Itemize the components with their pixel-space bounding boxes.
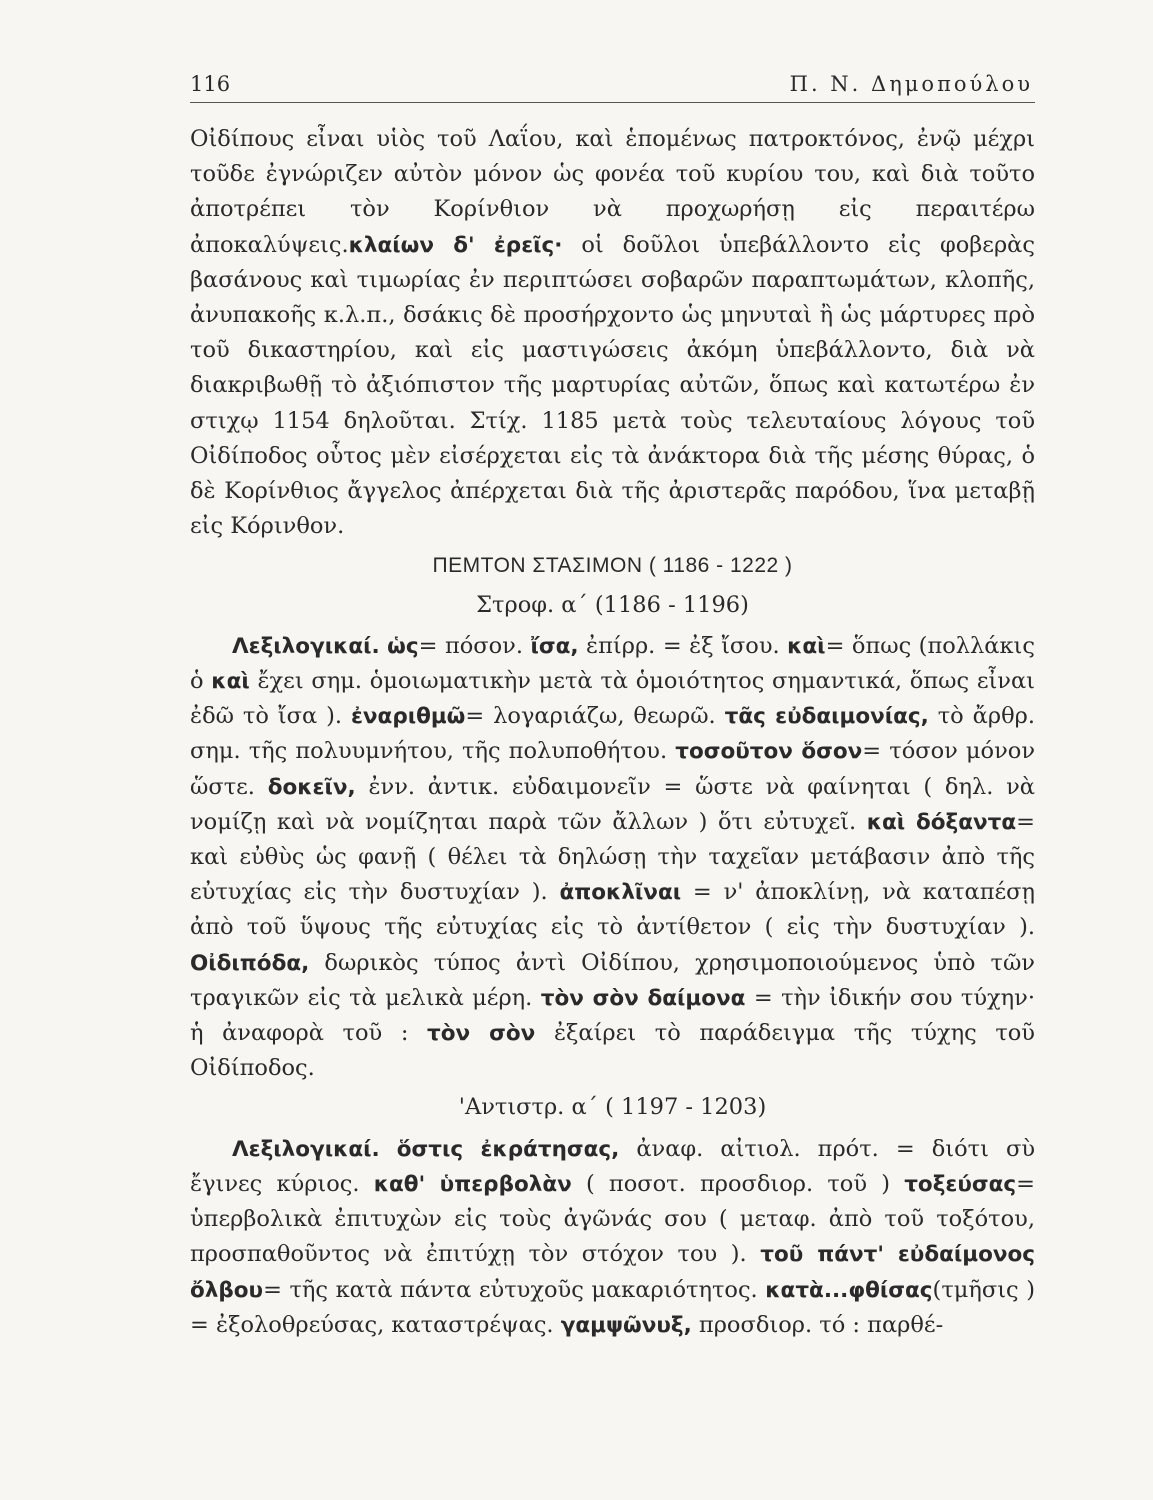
text-run: = τῆς κατὰ πάντα εὐτυχοῦς μακαριότητος. [263, 1276, 758, 1303]
paragraph-1 [190, 122, 1035, 544]
lemma: ἐναριθμῶ [350, 704, 466, 730]
lemma: κλαίων δ' ἐρεῖς· [348, 232, 563, 258]
lemma: ἴσα, [530, 633, 579, 659]
lemma: καὶ [211, 669, 250, 695]
text-run: = λογαριάζω, θεωρῶ. [465, 703, 716, 730]
text-run: = ὑπερβολικὰ ἐπιτυχὼν εἰς τοὺς ἀγῶνάς σου ( μεταφ. ἀπὸ τοῦ τοξότου, προσπαθοῦντος νὰ ἐπιτύχῃ τὸν στόχον του ). [190, 1170, 1036, 1268]
lemma: καὶ [787, 633, 826, 659]
lemma: καθ' ὑπερβολὰν [373, 1171, 572, 1197]
text-run: ἐνν. ἀντικ. εὐδαιμονεῖν = ὥστε νὰ φαίνηται ( δηλ. νὰ νομίζῃ καὶ νὰ νομίζηται παρὰ τῶν ἄλλων ) ὅτι εὐτυχεῖ. [190, 773, 1035, 835]
lemma: τᾶς εὐδαιμονίας, [724, 704, 929, 730]
text-run: = τόσον μόνον ὥστε. [190, 738, 1035, 800]
page-header [190, 70, 1035, 103]
text-run: ἐπίρρ. = ἐξ ἴσου. [578, 632, 780, 659]
text-run: = πόσον. [418, 632, 524, 659]
lemma: τοσοῦτον ὅσον [675, 739, 863, 765]
running-author: Π. Ν. Δημοπούλου [789, 72, 1033, 96]
text-run: ἀναφ. αἰτιολ. πρότ. = διότι σὺ ἔγινες κύριος. [190, 1135, 1036, 1197]
lemma: τὸν σὸν [427, 1021, 536, 1047]
section-title: ΠΕΜΤΟΝ ΣΤΑΣΙΜΟΝ ( 1186 - 1222 ) [432, 554, 793, 578]
paragraph-2 [190, 629, 1035, 1087]
antistrophe-title: 'Αντιστρ. α΄ ( 1197 - 1203) [458, 1094, 767, 1121]
paragraph-3 [190, 1132, 1035, 1343]
text-run: Οἰδίπους εἶναι υἱὸς τοῦ Λαΐου, καὶ ἑπομένως πατροκτόνος, ἐνῷ μέχρι τοῦδε ἐγνώριζεν αὐτὸν μόνον ὡς φονέα τοῦ κυρίου του, καὶ διὰ τοῦτο ἀποτρέπει τὸν Κορίνθιον νὰ προχωρήσῃ εἰς περαιτέρω ἀποκαλύψεις. [190, 126, 1035, 258]
lemma: γαμψῶνυξ, [560, 1312, 692, 1338]
text-run: = ὅπως (πολλάκις ὁ [190, 632, 1035, 695]
lemma: ἀποκλῖναι [559, 880, 682, 906]
lemma: Οἰδιπόδα, [190, 950, 310, 976]
lemma: ὅστις ἐκράτησας, [396, 1136, 620, 1162]
text-run: = ν' ἀποκλίνῃ, νὰ καταπέσῃ ἀπὸ τοῦ ὕψους τῆς εὐτυχίας εἰς τὸ ἀντίθετον ( εἰς τὴν δυστυχίαν ). [190, 879, 1035, 941]
main-text [190, 122, 1035, 1343]
lemma: τοῦ πάντ' εὐδαίμονος ὄλβου [190, 1242, 1035, 1303]
page-number: 116 [190, 72, 231, 96]
lemma: τοξεύσας [904, 1171, 1017, 1197]
strophe-title: Στροφ. α΄ (1186 - 1196) [476, 591, 749, 618]
text-run: ( ποσοτ. προσδιορ. τοῦ ) [571, 1170, 890, 1197]
text-run: = καὶ εὐθὺς ὡς φανῇ ( θέλει τὰ δηλώσῃ τὴν ταχεῖαν μετάβασιν ἀπὸ τῆς εὐτυχίας εἰς τὴν δυστυχίαν ). [190, 808, 1036, 906]
lemma: δοκεῖν, [267, 774, 356, 800]
text-run: ἐξαίρει τὸ παράδειγμα τῆς τύχης τοῦ Οἰδίποδος. [190, 1020, 1035, 1082]
lemma: Λεξιλογικαί. [232, 633, 380, 659]
text-run: δωρικὸς τύπος ἀντὶ Οἰδίπου, χρησιμοποιούμενος ὑπὸ τῶν τραγικῶν εἰς τὰ μελικὰ μέρη. [190, 949, 1035, 1011]
lemma: Λεξιλογικαί. [232, 1136, 380, 1162]
text-run: προσδιορ. τό : παρθέ- [691, 1311, 944, 1338]
text-run: οἱ δοῦλοι ὑπεβάλλοντο εἰς φοβερὰς βασάνους καὶ τιμωρίας ἐν περιπτώσει σοβαρῶν παραπτωμάτων, κλοπῆς, ἀνυπακοῆς κ.λ.π., δσάκις δὲ προσήρχοντο ὡς μηνυταὶ ἢ ὡς μάρτυρες πρὸ τοῦ δικαστηρίου, καὶ εἰς μαστιγώσεις ἀκόμη ὑπεβάλλοντο, διὰ νὰ διακριβωθῇ τὸ ἀξιόπιστον τῆς μαρτυρίας αὐτῶν, ὅπως καὶ κατωτέρω ἐν στιχῳ 1154 δηλοῦται. Στίχ. 1185 μετὰ τοὺς τελευταίους λόγους τοῦ Οἰδίποδος οὗτος μὲν εἰσέρχεται εἰς τὰ ἀνάκτορα διὰ τῆς μέσης θύρας, ὁ δὲ Κορίνθιος ἄγγελος ἀπέρχεται διὰ τῆς ἀριστερᾶς παρόδου, ἵνα μεταβῇ εἰς Κόρινθον. [190, 231, 1035, 540]
lemma: ὡς [387, 633, 419, 659]
lemma: κατὰ...φθίσας [765, 1277, 933, 1303]
lemma: τὸν σὸν δαίμονα [540, 985, 746, 1011]
text-run: ἔχει σημ. ὁμοιωματικὴν μετὰ τὰ ὁμοιότητος σημαντικά, ὅπως εἶναι ἐδῶ τὸ ἴσα ). [190, 668, 1036, 730]
text-run: τὸ ἄρθρ. σημ. τῆς πολυυμνήτου, τῆς πολυποθήτου. [190, 703, 1035, 765]
text-run: (τμῆσις ) = ἐξολοθρεύσας, καταστρέψας. [190, 1276, 1035, 1338]
text-run: = τὴν ἰδικήν σου τύχην· ἡ ἀναφορὰ τοῦ : [190, 984, 1035, 1047]
lemma: καὶ δόξαντα [866, 809, 1017, 835]
